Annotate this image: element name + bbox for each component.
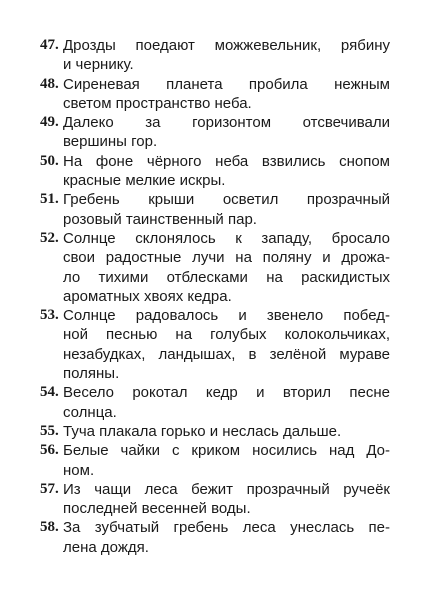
item-number: 55. [40,422,59,439]
item-text [63,422,390,441]
item-text [63,383,390,422]
text-line: Гребень крыши осветил прозрачный [63,191,390,209]
item-number: 54. [40,384,59,401]
item-number: 47. [40,37,59,53]
item-text [63,441,390,480]
list-item [40,518,390,557]
item-text [63,75,390,114]
item-number: 58. [40,519,59,536]
item-text [63,480,390,519]
list-item [40,190,390,229]
list-item [40,113,390,152]
text-line: Из чащи леса бежит прозрачный ручеёк [63,480,390,498]
sentence-list [40,36,390,557]
list-item [40,75,390,114]
item-number: 50. [40,152,59,169]
text-line: Весело рокотал кедр и вторил песне [63,384,390,402]
list-item [40,36,390,75]
item-number: 52. [40,229,59,246]
text-line: лена дождя. [63,538,149,556]
text-line: Солнце склонялось к западу, бросало [63,229,390,247]
text-line: незабудках, ландышах, в зелёной мураве [63,345,390,363]
text-line: Солнце радовалось и звенело побед- [63,307,390,325]
item-text [63,306,390,383]
text-line: За зубчатый гребень леса унеслась пе- [63,519,390,537]
list-item [40,480,390,519]
list-item [40,152,390,191]
list-item [40,229,390,306]
item-number: 51. [40,191,59,208]
item-number: 48. [40,75,59,92]
item-text [63,518,390,557]
list-item [40,441,390,480]
text-line: Белые чайки с криком носились над До- [63,442,390,460]
text-line: ло тихими отблесками на раскидистых [63,268,390,286]
text-line: поляны. [63,365,120,383]
text-line: солнца. [63,403,117,421]
item-text [63,229,390,306]
list-item [40,383,390,422]
list-item [40,422,390,441]
text-line: последней весенней воды. [63,500,251,518]
text-line: свои радостные лучи на поляну и дрожа- [63,249,390,267]
item-text [63,190,390,229]
item-text [63,36,390,75]
text-line: Далеко за горизонтом отсвечивали [63,114,390,132]
list-item [40,306,390,383]
text-line: ном. [63,461,95,479]
text-line: и чернику. [63,56,134,74]
text-line: розовый таинственный пар. [63,210,257,228]
item-number: 49. [40,114,59,131]
item-text [63,113,390,152]
item-number: 57. [40,480,59,497]
item-text [63,152,390,191]
text-line: На фоне чёрного неба взвились снопом [63,152,390,170]
item-number: 56. [40,442,59,459]
text-line: Туча плакала горько и неслась дальше. [63,422,342,440]
item-number: 53. [40,307,59,324]
text-line: ной песнью на голубых колокольчиках, [63,326,390,344]
text-line: светом пространство неба. [63,94,252,112]
text-line: Дрозды поедают можжевельник, рябину [63,37,390,54]
text-line: ароматных хвоях кедра. [63,287,232,305]
text-line: вершины гор. [63,133,158,151]
text-line: Сиреневая планета пробила нежным [63,75,390,93]
text-line: красные мелкие искры. [63,172,226,190]
